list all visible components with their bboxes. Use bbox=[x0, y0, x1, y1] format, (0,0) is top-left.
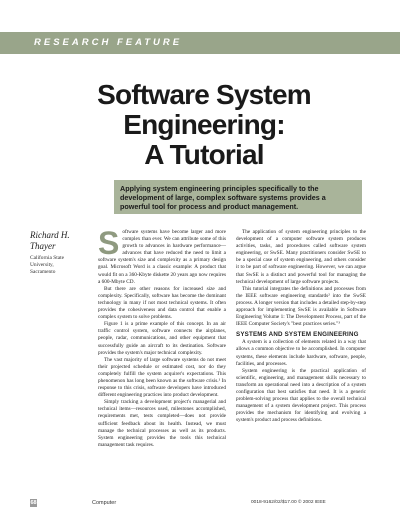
body-column-2 bbox=[236, 229, 366, 424]
body-column-1 bbox=[98, 225, 226, 449]
issn-copyright: 0018-9162/02/$17.00 © 2002 IEEE bbox=[251, 500, 326, 505]
article-title bbox=[94, 80, 314, 170]
journal-name: Computer bbox=[92, 500, 117, 506]
article-teaser: Applying system engineering principles specifically to the development of large, complex software systems provides a powerful tool for process and product management. bbox=[114, 180, 362, 214]
body-paragraph: Simply tracking a development project's managerial and technical items—resources used, milestones accomplished, requirements met, tests completed—does not provide sufficient feedback about its health. Instead, we must manage the technical processes as well as its products. System engineering provides the tools this technical management task requires. bbox=[98, 399, 226, 448]
body-paragraph: System engineering is the practical application of scientific, engineering, and management skills necessary to transform an operational need into a description of a system configuration that best satisfies that need. It is a generic problem-solving process that applies to the overall technical management of a system development project. This process provides the mechanism for identifying and evolving a system's product and process definitions. bbox=[236, 367, 366, 424]
author-block bbox=[30, 230, 96, 276]
section-label: RESEARCH FEATURE bbox=[34, 37, 183, 48]
section-banner bbox=[0, 32, 400, 54]
body-paragraph: Figure 1 is a prime example of this concept. In an air traffic control system, software connects the airplanes, people, radar, communications, and other equipment that successfully guide an aircraft to its destination. Software provides the system's major technical complexity. bbox=[98, 321, 226, 356]
body-paragraph: The vast majority of large software systems do not meet their projected schedule or estimated cost, nor do they completely fulfill the system acquirer's expectations. This phenomenon has long been known as the software crisis.¹ In response to this crisis, software developers have introduced different engineering practices into product development. bbox=[98, 356, 226, 399]
title-line: Engineering: bbox=[123, 109, 285, 140]
body-paragraph bbox=[98, 225, 226, 286]
page-number: 68 bbox=[30, 500, 37, 506]
title-line: A Tutorial bbox=[144, 139, 264, 170]
body-paragraph: A system is a collection of elements related in a way that allows a common objective to be accomplished. In computer systems, these elements include hardware, software, people, facilities, and processes. bbox=[236, 339, 366, 367]
drop-cap: S bbox=[98, 225, 120, 261]
body-paragraph: But there are other reasons for increased size and complexity. Specifically, software has become the dominant technology in many if not most technical systems. It often provides the cohesiveness and data control that enable a complex system to solve problems. bbox=[98, 285, 226, 321]
paragraph-text: oftware systems have become larger and more complex than ever. We can attribute some of this growth to advances in hardware performance—advances that have reduced the need to limit a software system's size and complexity as a primary design goal. Microsoft Word is a classic example: A product that would fit on a 360-Kbyte diskette 20 years ago now requires a 600-Mbyte CD. bbox=[98, 229, 226, 285]
author-name-line: Richard H. bbox=[30, 230, 70, 240]
author-name-line: Thayer bbox=[30, 241, 56, 251]
author-affiliation bbox=[30, 255, 96, 276]
author-name bbox=[30, 230, 96, 252]
affiliation-line: Sacramento bbox=[30, 269, 56, 275]
affiliation-line: University, bbox=[30, 262, 54, 268]
title-line: Software System bbox=[97, 79, 311, 110]
body-paragraph: The application of system engineering principles to the development of a computer software system produces activities, tasks, and procedures called software system engineering, or SwSE. Many practitioners consider SwSE to be a special case of system engineering, and others consider it to be part of software engineering. However, we can argue that SwSE is a distinct and powerful tool for managing the technical development of large software projects. bbox=[236, 229, 366, 285]
body-paragraph: This tutorial integrates the definitions and processes from the IEEE software engineering standards² into the SwSE process. A longer version that includes a detailed step-by-step approach for implementing SwSE is available in Software Engineering Volume 1: The Development Process, part of the IEEE Computer Society's "best practices series."³ bbox=[236, 285, 366, 328]
section-heading: SYSTEMS AND SYSTEM ENGINEERING bbox=[236, 331, 359, 339]
affiliation-line: California State bbox=[30, 255, 64, 261]
